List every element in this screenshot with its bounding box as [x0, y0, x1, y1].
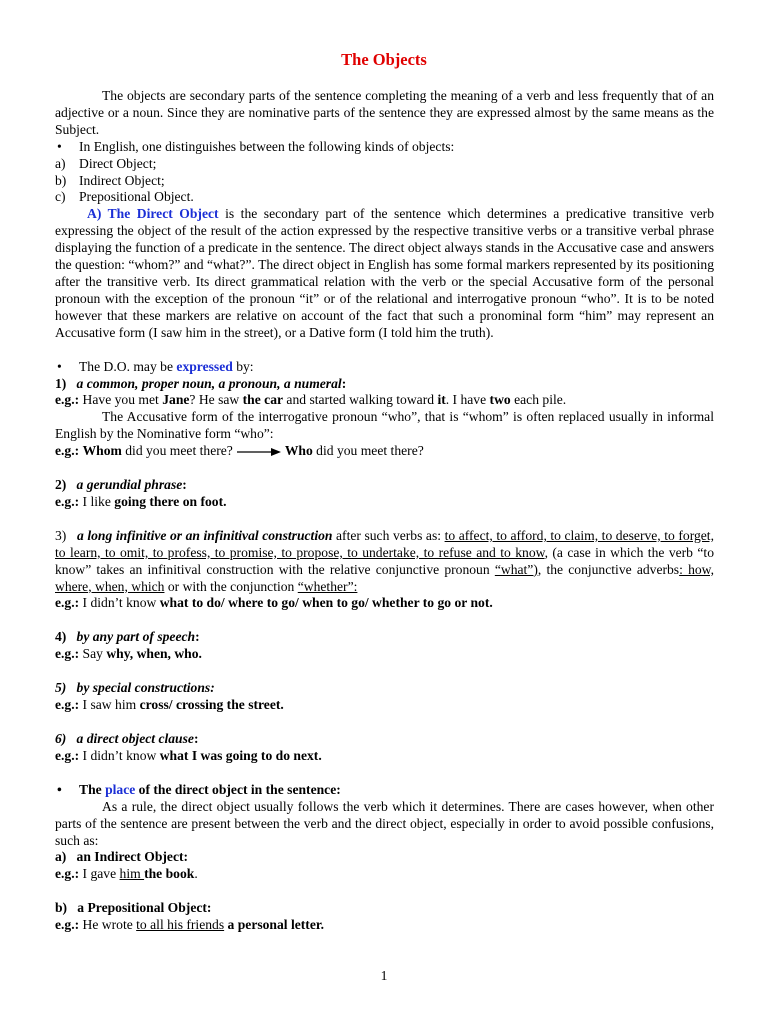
item-heading — [55, 900, 714, 917]
example-text: I saw him — [79, 697, 140, 713]
example-line — [55, 866, 714, 883]
example-text: and started walking toward — [283, 392, 438, 408]
arrow-right-icon — [237, 447, 281, 457]
item-number: 5) — [55, 680, 67, 696]
item-text: , (a case in which the verb “to know” takes an infinitival construction with the relative conjunctive pronoun — [55, 544, 714, 577]
list-marker: a) — [55, 155, 66, 171]
item-heading — [55, 731, 714, 748]
example-bold: going there on foot. — [114, 493, 227, 509]
example-line — [55, 443, 714, 460]
example-line — [55, 494, 714, 511]
item-number: 6) — [55, 731, 67, 746]
item-label: by any part of speech — [76, 629, 196, 645]
object-kinds-list — [55, 156, 714, 207]
item-underlined: : how, where, when, which — [55, 561, 714, 594]
example-text: Say — [79, 646, 107, 662]
item-label: a long infinitive or an infinitival construction — [76, 527, 333, 543]
item-colon: : — [341, 375, 347, 391]
list-item — [55, 189, 714, 206]
item-text: or with the conjunction — [164, 578, 298, 594]
example-label: e.g.: — [55, 697, 80, 713]
example-label: e.g.: — [55, 917, 80, 933]
item-underlined: “what”) — [494, 561, 538, 577]
bullet-item — [55, 782, 714, 799]
item-number: 3) — [55, 527, 67, 543]
example-label: e.g.: — [55, 747, 80, 763]
item-number: b) — [55, 900, 68, 916]
item-heading — [55, 849, 714, 866]
section-heading: A) The Direct Object — [87, 206, 219, 222]
highlight-text: place — [105, 781, 136, 797]
list-text: Indirect Object; — [79, 172, 165, 188]
example-text: did you meet there? — [312, 443, 424, 459]
item-heading — [55, 376, 714, 393]
document-body — [55, 88, 714, 934]
example-line — [55, 392, 714, 409]
bullet-text: of the direct object in the sentence: — [135, 781, 341, 797]
example-label: e.g.: — [55, 595, 80, 611]
example-text: He wrote — [79, 917, 137, 933]
bullet-text: by: — [232, 358, 254, 374]
example-bold: why, when, who. — [106, 646, 202, 662]
bullet-text: The D.O. may be — [79, 358, 177, 374]
list-marker: b) — [55, 172, 67, 188]
item-underlined: “whether”: — [297, 578, 358, 594]
example-label: e.g.: — [55, 866, 80, 882]
example-bold: what I was going to do next. — [159, 747, 322, 763]
example-line — [55, 917, 714, 934]
example-label: e.g.: — [55, 443, 80, 459]
example-bold: what to do/ where to go/ when to go/ whether to go or not. — [159, 595, 493, 611]
example-underlined: to all his friends — [136, 917, 225, 933]
bullet-icon: • — [57, 138, 62, 154]
item-number: 2) — [55, 477, 67, 493]
item-label: a gerundial phrase — [76, 477, 183, 493]
bullet-item — [55, 359, 714, 376]
example-bold: it — [437, 392, 446, 408]
item-number: 1) — [55, 375, 67, 391]
example-label: e.g.: — [55, 646, 80, 662]
example-text: I didn’t know — [79, 747, 160, 763]
item-heading — [55, 477, 714, 494]
item-heading — [55, 680, 714, 697]
example-line — [55, 748, 714, 765]
item-text: after such verbs as: — [332, 527, 445, 543]
example-underlined: him — [119, 866, 145, 882]
item-label: a direct object clause — [76, 731, 194, 746]
example-text: did you meet there? — [121, 443, 233, 459]
example-label: e.g.: — [55, 392, 80, 408]
example-bold: Whom — [82, 443, 122, 459]
item-number: a) — [55, 849, 67, 865]
highlight-text: expressed — [176, 358, 233, 374]
page-number: 1 — [380, 968, 388, 983]
example-line — [55, 646, 714, 663]
item-number: 4) — [55, 629, 67, 645]
bullet-text: The — [79, 781, 106, 797]
item-label: a Prepositional Object: — [77, 900, 212, 916]
example-label: e.g.: — [55, 493, 80, 509]
example-text: I like — [79, 493, 115, 509]
list-item — [55, 173, 714, 190]
item-label: by special constructions: — [76, 680, 215, 696]
page-title: The Objects — [341, 50, 427, 69]
bullet-item — [55, 139, 714, 156]
direct-object-paragraph — [55, 206, 714, 341]
list-marker: c) — [55, 189, 66, 205]
example-text: Have you met — [79, 392, 163, 408]
item-colon: : — [193, 731, 199, 746]
example-bold: the car — [242, 392, 284, 408]
example-line — [55, 697, 714, 714]
list-text: Direct Object; — [79, 155, 157, 171]
example-bold: the book — [144, 866, 195, 882]
item-colon: : — [195, 629, 200, 645]
place-paragraph: As a rule, the direct object usually follows the verb which it determines. There are cases however, when other parts of the sentence are present between the verb and the direct object, especially in order to avoid possible confusions, such as: — [55, 798, 714, 848]
bullet-icon: • — [57, 781, 62, 797]
example-text: I gave — [79, 866, 120, 882]
list-text: Prepositional Object. — [79, 189, 194, 205]
example-text: . I have — [445, 392, 490, 408]
example-bold: cross/ crossing the street. — [139, 697, 284, 713]
example-bold: two — [489, 392, 511, 408]
example-bold: Who — [284, 443, 313, 459]
example-text: . — [194, 866, 198, 882]
example-text: I didn’t know — [79, 595, 160, 611]
example-text: ? He saw — [189, 392, 243, 408]
item-label: an Indirect Object: — [76, 849, 189, 865]
item-text: , the conjunctive adverbs — [537, 561, 680, 577]
example-line — [55, 595, 714, 612]
intro-paragraph: The objects are secondary parts of the sentence completing the meaning of a verb and less frequently that of an adjective or a noun. Since they are nominative parts of the sentence they are expressed almost by the same means as the Subject. — [55, 88, 714, 137]
bullet-icon: • — [57, 358, 62, 374]
note-paragraph: The Accusative form of the interrogative pronoun “who”, that is “whom” is often replaced usually in informal English by the Nominative form “who”: — [55, 409, 714, 442]
item-label: a common, proper noun, a pronoun, a numeral — [76, 375, 342, 391]
section-text: is the secondary part of the sentence which determines a predicative transitive verb expressing the object of the result of the action expressed by the respective transitive verbs or a transitive verbal phrase displaying the function of a predicate in the sentence. The direct object always stands in the Accusative case and answers the question: “whom?” and “what?”. The direct object in English has some formal markers represented by its positioning after the transitive verb. Its direct grammatical relation with the verb or the special Accusative form of the personal pronoun with the exception of the pronoun “it” or of the relational and interrogative pronoun “who”. It is to be noted however that these markers are relative on account of the fact that such a pronominal form “him” may represent an Accusative form (I saw him in the street), or a Dative form (I told him the truth). — [55, 206, 714, 340]
item-colon: : — [182, 477, 187, 493]
item-paragraph — [55, 528, 714, 596]
example-bold: a personal letter. — [224, 917, 325, 933]
example-text: each pile. — [510, 392, 567, 408]
item-heading — [55, 629, 714, 646]
example-bold: Jane — [162, 392, 190, 408]
bullet-text: In English, one distinguishes between the following kinds of objects: — [79, 138, 455, 154]
item-underlined: to affect, to afford, to claim, to deserve, to forget, to learn, to omit, to profess, to promise, to propose, to undertake, to refuse and to know — [55, 527, 714, 560]
list-item — [55, 156, 714, 173]
